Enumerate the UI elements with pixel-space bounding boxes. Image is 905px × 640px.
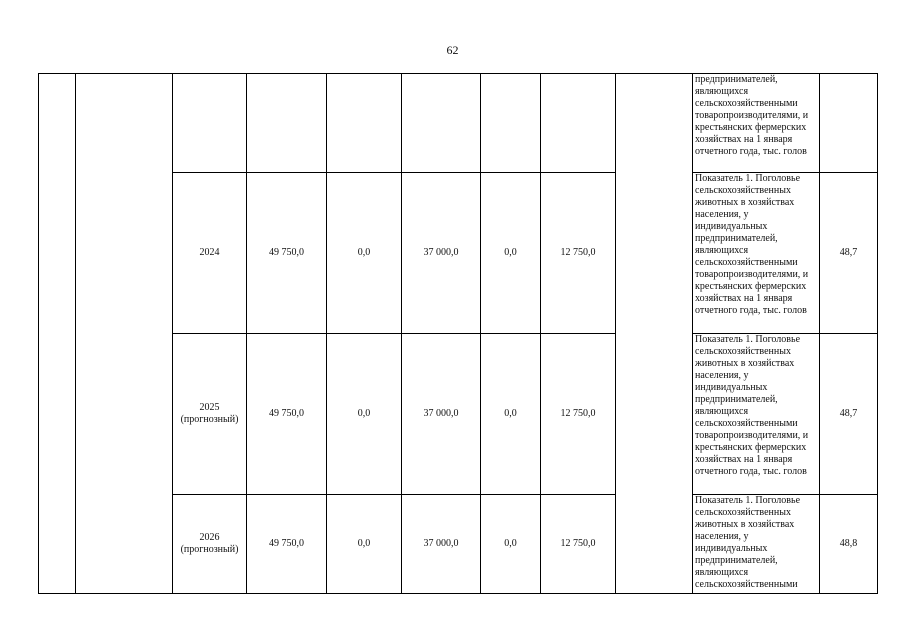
table-row-continuation <box>39 74 878 173</box>
number-cell <box>39 74 76 594</box>
executor-cell <box>616 74 693 594</box>
indicator-cell: Показатель 1. Поголовье сельскохозяйственных животных в хозяйствах населения, у индивидуальных предпринимателей, являющихся сельскохозяйственными товаропроизводителями, и крестьянских фермерских хозяйствах на 1 января отчетного года, тыс. голов <box>693 334 820 495</box>
amount-cell: 37 000,0 <box>402 173 481 334</box>
page-number: 62 <box>446 43 459 57</box>
program-funding-table <box>38 73 878 594</box>
event-name-cell <box>76 74 173 594</box>
indicator-value-cell: 48,8 <box>820 495 878 594</box>
year-cell: 2024 <box>173 173 247 334</box>
year-cell: 2026 (прогнозный) <box>173 495 247 594</box>
indicator-cell: Показатель 1. Поголовье сельскохозяйственных животных в хозяйствах населения, у индивидуальных предпринимателей, являющихся сельскохозяйственными <box>693 495 820 594</box>
year-cell: 2025 (прогнозный) <box>173 334 247 495</box>
amount-cell: 12 750,0 <box>541 495 616 594</box>
indicator-value-cell: 48,7 <box>820 173 878 334</box>
amount-cell: 12 750,0 <box>541 334 616 495</box>
total-cell: 49 750,0 <box>247 495 327 594</box>
amount-cell: 0,0 <box>481 173 541 334</box>
amount-cell <box>327 74 402 173</box>
amount-cell: 37 000,0 <box>402 334 481 495</box>
indicator-cell: предпринимателей, являющихся сельскохозяйственными товаропроизводителями, и крестьянских фермерских хозяйствах на 1 января отчетного года, тыс. голов <box>693 74 820 173</box>
amount-cell: 0,0 <box>327 173 402 334</box>
amount-cell: 0,0 <box>481 495 541 594</box>
amount-cell <box>481 74 541 173</box>
total-cell: 49 750,0 <box>247 173 327 334</box>
amount-cell: 0,0 <box>327 334 402 495</box>
amount-cell: 0,0 <box>327 495 402 594</box>
amount-cell: 37 000,0 <box>402 495 481 594</box>
amount-cell <box>402 74 481 173</box>
amount-cell <box>541 74 616 173</box>
indicator-value-cell <box>820 74 878 173</box>
total-cell <box>247 74 327 173</box>
amount-cell: 12 750,0 <box>541 173 616 334</box>
amount-cell: 0,0 <box>481 334 541 495</box>
year-cell <box>173 74 247 173</box>
total-cell: 49 750,0 <box>247 334 327 495</box>
indicator-value-cell: 48,7 <box>820 334 878 495</box>
indicator-cell: Показатель 1. Поголовье сельскохозяйственных животных в хозяйствах населения, у индивидуальных предпринимателей, являющихся сельскохозяйственными товаропроизводителями, и крестьянских фермерских хозяйствах на 1 января отчетного года, тыс. голов <box>693 173 820 334</box>
